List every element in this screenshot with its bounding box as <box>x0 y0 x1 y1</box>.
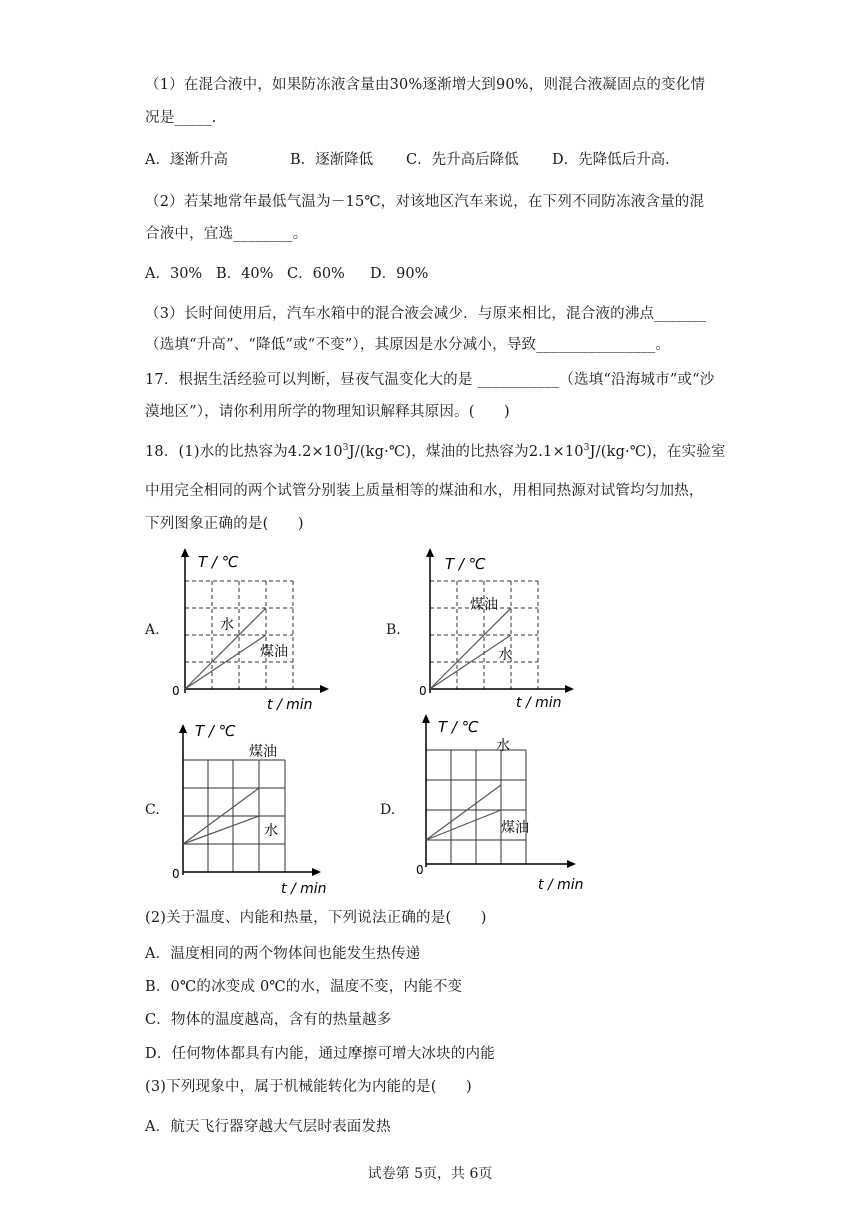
q17-line2: 漠地区”），请你利用所学的物理知识解释其原因。( ) <box>145 404 510 420</box>
graph-b-origin: 0 <box>419 684 427 698</box>
graph-a-x-label: t / min <box>267 697 313 713</box>
graph-a-letter: A. <box>145 622 160 638</box>
q18-part3-stem: (3)下列现象中，属于机械能转化为内能的是( ) <box>145 1079 472 1095</box>
q18-p2-option-b: B．0℃的冰变成 0℃的水，温度不变，内能不变 <box>145 979 463 995</box>
q16-p1-option-a: A．逐渐升高 <box>145 152 228 168</box>
graph-d-kerosene-label: 煤油 <box>501 820 529 836</box>
graph-d-water-line <box>426 785 501 840</box>
q18-intro: 18．(1)水的比热容为 <box>145 444 288 460</box>
page-footer: 试卷第 5页，共 6页 <box>367 1166 493 1182</box>
q16-p1-option-d: D．先降低后升高. <box>552 152 670 168</box>
graph-c-water-line <box>183 816 259 844</box>
graph-c-kerosene-label: 煤油 <box>249 744 277 760</box>
graph-c-water-label: 水 <box>264 823 278 839</box>
graph-c-x-label: t / min <box>281 881 327 897</box>
water-heat-capacity-base: 4.2×10 <box>287 444 343 460</box>
graph-b-water-label: 水 <box>498 647 512 663</box>
q16-p2-option-d: D．90% <box>370 266 429 282</box>
graph-a-water-label: 水 <box>220 617 234 633</box>
water-heat-capacity-exp: 3 <box>342 443 349 454</box>
q16-part2-line1: （2）若某地常年最低气温为－15℃，对该地区汽车来说，在下列不同防冻液含量的混 <box>145 194 705 210</box>
q16-p2-option-c: C．60% <box>287 266 345 282</box>
graph-a-origin: 0 <box>172 684 180 698</box>
graph-c-origin: 0 <box>172 867 180 881</box>
q16-p2-option-a: A．30% <box>145 266 203 282</box>
graph-d-origin: 0 <box>416 863 424 877</box>
q18-p3-option-a: A．航天飞行器穿越大气层时表面发热 <box>145 1119 391 1135</box>
q18-line1 <box>145 440 726 461</box>
q16-part3-line1: （3）长时间使用后，汽车水箱中的混合液会减少．与原来相比，混合液的沸点_______ <box>145 306 707 322</box>
graph-d-letter: D. <box>380 802 396 818</box>
q16-p2-option-b: B．40% <box>216 266 274 282</box>
graph-b-kerosene-label: 煤油 <box>470 597 498 613</box>
kerosene-heat-capacity-base: 2.1×10 <box>528 444 584 460</box>
graph-b-x-label: t / min <box>516 695 562 711</box>
q18-p2-option-d: D．任何物体都具有内能，通过摩擦可增大冰块的内能 <box>145 1046 495 1062</box>
q16-part1-line1: （1）在混合液中，如果防冻液含量由30%逐渐增大到90%，则混合液凝固点的变化情 <box>145 77 706 93</box>
q17-line1: 17．根据生活经验可以判断，昼夜气温变化大的是 ___________（选填“沿海城市”或“沙 <box>145 372 715 388</box>
q18-tail-text: J/(kg·℃)，在实验室 <box>589 444 726 460</box>
graph-b-y-label: T / ℃ <box>445 555 486 573</box>
q18-line3: 下列图象正确的是( ) <box>145 516 304 532</box>
graph-d-water-label: 水 <box>496 738 510 754</box>
graph-a-kerosene-line <box>185 635 266 689</box>
q16-part3-line2: （选填“升高”、“降低”或“不变”），其原因是水分减小，导致________________。 <box>145 337 671 353</box>
graph-d-x-label: t / min <box>538 877 584 893</box>
q16-part2-line2: 合液中，宜选________。 <box>145 226 308 242</box>
graph-c <box>165 720 335 898</box>
kerosene-heat-capacity-exp: 3 <box>583 443 590 454</box>
q18-p2-option-c: C．物体的温度越高，含有的热量越多 <box>145 1012 392 1028</box>
q18-part2-stem: (2)关于温度、内能和热量，下列说法正确的是( ) <box>145 910 487 926</box>
graph-c-y-label: T / ℃ <box>195 722 236 740</box>
graph-b-letter: B. <box>386 622 401 638</box>
graph-d <box>408 712 588 897</box>
graph-d-y-label: T / ℃ <box>438 718 479 736</box>
graph-a <box>165 545 335 715</box>
graph-a-kerosene-label: 煤油 <box>260 644 288 660</box>
graph-a-y-label: T / ℃ <box>198 553 239 571</box>
q16-p1-option-b: B．逐渐降低 <box>290 152 374 168</box>
graph-d-kerosene-line <box>426 810 501 840</box>
q16-part1-line2: 况是_____. <box>145 110 217 126</box>
q18-mid-text: J/(kg·℃)，煤油的比热容为 <box>348 444 529 460</box>
graph-c-letter: C. <box>145 802 160 818</box>
q18-line2: 中用完全相同的两个试管分别装上质量相等的煤油和水，用相同热源对试管均匀加热， <box>145 483 704 499</box>
graph-b <box>410 545 580 715</box>
q18-p2-option-a: A．温度相同的两个物体间也能发生热传递 <box>145 946 421 962</box>
q16-p1-option-c: C．先升高后降低 <box>406 152 519 168</box>
